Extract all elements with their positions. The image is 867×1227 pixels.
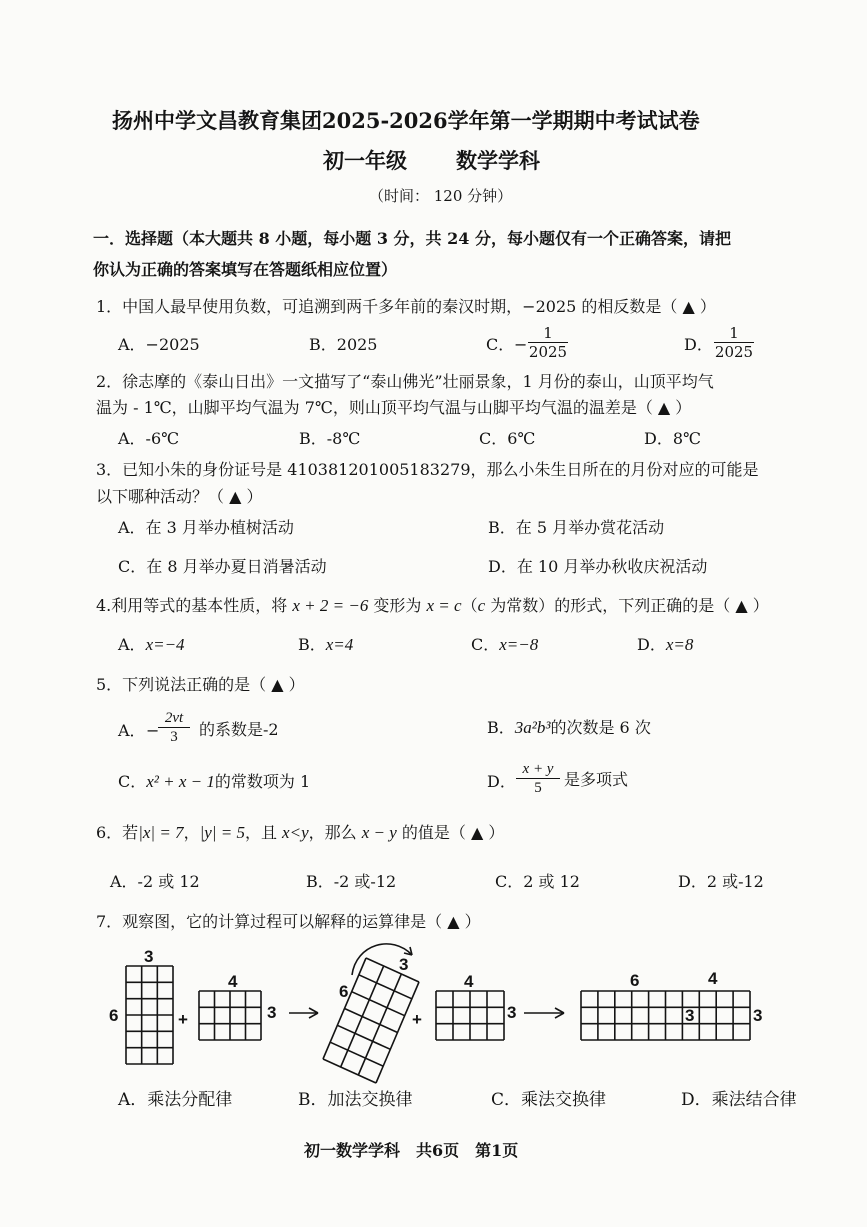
- rotated-grid-line: [337, 1025, 390, 1049]
- q4-stem-part: 变形为: [368, 596, 427, 615]
- q6-stem-part: ，且: [244, 823, 283, 842]
- q4-constant-var: c: [477, 596, 486, 615]
- time-note: （时间： 120 分钟）: [369, 187, 513, 205]
- q3-option-b: B．在 5 月举办赏花活动: [488, 518, 665, 537]
- q1-option-d-label: D．: [684, 335, 713, 354]
- option-value: x=−4: [145, 635, 185, 654]
- q6-option-c: C．2 或 12: [495, 872, 580, 891]
- question-2-stem-line2: 温为 - 1℃，山脚平均气温为 7℃，则山顶平均气温与山脚平均气温的温差是（ ▲ ）: [96, 398, 692, 417]
- g4-top-label: 4: [464, 972, 474, 991]
- q6-difference: x − y: [361, 823, 397, 842]
- q1-option-c-sign: −: [514, 335, 528, 354]
- q5-option-a-text: 的系数是-2: [199, 720, 279, 739]
- exam-title: 扬州中学文昌教育集团2025-2026学年第一学期期中考试试卷: [112, 108, 700, 133]
- g1-top-label: 3: [144, 947, 154, 966]
- q6-abs-x: |x| = 7: [138, 823, 184, 842]
- q6-stem-part: 的值是（ ▲ ）: [396, 823, 505, 842]
- g5-top-left-label: 6: [630, 971, 640, 990]
- q6-abs-y: |y| = 5: [199, 823, 245, 842]
- g5-top-right-label: 4: [708, 969, 718, 988]
- option-label: C．: [118, 772, 147, 791]
- question-3-stem-line2: 以下哪种活动？（ ▲ ）: [96, 487, 263, 506]
- g3-left-label: 6: [339, 982, 349, 1001]
- option-text: 的常数项为 1: [214, 772, 311, 791]
- q2-option-a: A．-6℃: [118, 429, 180, 448]
- rotated-grid-line: [359, 975, 412, 999]
- rotated-grid-line: [352, 992, 405, 1016]
- fraction-denominator: 5: [534, 780, 542, 796]
- page-footer: 初一数学学科 共6页 第1页: [304, 1141, 519, 1160]
- section-heading-line2: 你认为正确的答案填写在答题纸相应位置）: [93, 260, 398, 279]
- q6-inequality: x<y: [282, 823, 309, 842]
- plus-sign: +: [178, 1010, 188, 1029]
- option-expression: 3a²b³: [514, 718, 551, 737]
- option-expression: x² + x − 1: [146, 772, 215, 791]
- q7-option-d: D．乘法结合律: [681, 1090, 797, 1110]
- subject-label: 数学学科: [456, 148, 540, 173]
- question-1-stem: 1．中国人最早使用负数，可追溯到两千多年前的秦汉时期，−2025 的相反数是（ ▲ ）: [96, 297, 716, 316]
- question-5-stem: 5．下列说法正确的是（ ▲ ）: [96, 675, 305, 694]
- question-7-stem: 7．观察图，它的计算过程可以解释的运算律是（ ▲ ）: [96, 912, 481, 931]
- q6-option-b: B．-2 或-12: [306, 872, 397, 891]
- q6-option-a: A．-2 或 12: [110, 872, 200, 891]
- q2-option-c: C．6℃: [479, 429, 536, 448]
- q4-stem-part: 为常数）的形式，下列正确的是（ ▲ ）: [485, 596, 769, 615]
- q1-option-b: B．2025: [309, 335, 378, 354]
- q5-option-d-label: D．: [487, 772, 516, 791]
- g3-top-label: 3: [399, 955, 409, 974]
- fraction-numerator: x + y: [516, 760, 560, 779]
- option-value: x=−8: [499, 635, 539, 654]
- question-3-stem: 3．已知小朱的身份证号是 410381201005183279，那么小朱生日所在的月份对应的可能是: [96, 460, 759, 479]
- q3-option-d: D．在 10 月举办秋收庆祝活动: [488, 557, 708, 576]
- q6-stem-part: 6．若: [96, 823, 139, 842]
- plus-sign: +: [412, 1010, 422, 1029]
- q4-stem-part: 4.利用等式的基本性质，将: [96, 596, 293, 615]
- grade-label: 初一年级: [323, 148, 407, 173]
- q3-option-c: C．在 8 月举办夏日消暑活动: [118, 557, 327, 576]
- q6-stem-part: ，那么: [308, 823, 362, 842]
- fraction-numerator: 2vt: [158, 709, 190, 728]
- option-value: x=4: [325, 635, 354, 654]
- q5-option-a-sign: −: [146, 721, 160, 740]
- section-heading: 一．选择题（本大题共 8 小题，每小题 3 分，共 24 分，每小题仅有一个正确答案，请把: [93, 229, 731, 248]
- q6-option-d: D．2 或-12: [678, 872, 764, 891]
- q4-target-form: x = c: [426, 596, 462, 615]
- q1-option-a: A．−2025: [118, 335, 200, 354]
- fraction-denominator: 2025: [528, 343, 568, 361]
- g5-right-label: 3: [753, 1006, 763, 1025]
- g2-right-label: 3: [267, 1003, 277, 1022]
- fraction-numerator: 1: [528, 324, 568, 343]
- rotated-grid-line: [323, 1059, 376, 1083]
- q7-option-c: C．乘法交换律: [491, 1090, 607, 1110]
- option-label: C．: [471, 635, 500, 654]
- g5-mid-label: 3: [685, 1006, 695, 1025]
- q6-stem-part: ，: [183, 823, 200, 842]
- rotated-grid-line: [366, 958, 419, 982]
- q4-equation: x + 2 = −6: [292, 596, 369, 615]
- q5-option-a-label: A．: [118, 721, 146, 740]
- option-label: B．: [487, 718, 515, 737]
- q1-option-c-label: C．: [486, 335, 515, 354]
- option-label: B．: [298, 635, 326, 654]
- option-label: A．: [118, 635, 146, 654]
- q7-option-a: A．乘法分配律: [118, 1090, 233, 1110]
- g1-left-label: 6: [109, 1006, 119, 1025]
- option-value: x=8: [665, 635, 694, 654]
- q2-option-b: B．-8℃: [299, 429, 361, 448]
- fraction-denominator: 2025: [714, 343, 754, 361]
- q3-option-a: A．在 3 月举办植树活动: [118, 518, 294, 537]
- option-label: D．: [637, 635, 666, 654]
- question-2-stem: 2．徐志摩的《泰山日出》一文描写了“泰山佛光”壮丽景象，1 月份的泰山，山顶平均气: [96, 372, 714, 391]
- fraction-numerator: 1: [714, 324, 754, 343]
- option-text: 的次数是 6 次: [550, 718, 651, 737]
- q5-option-d-text: 是多项式: [564, 770, 629, 789]
- g2-top-label: 4: [228, 972, 238, 991]
- fraction-denominator: 3: [170, 729, 178, 745]
- g4-right-label: 3: [507, 1003, 517, 1022]
- rotated-grid-line: [330, 1042, 383, 1066]
- q2-option-d: D．8℃: [644, 429, 701, 448]
- q7-option-b: B．加法交换律: [298, 1090, 413, 1110]
- rotated-grid-line: [345, 1009, 398, 1033]
- q4-stem-part: （: [461, 596, 478, 615]
